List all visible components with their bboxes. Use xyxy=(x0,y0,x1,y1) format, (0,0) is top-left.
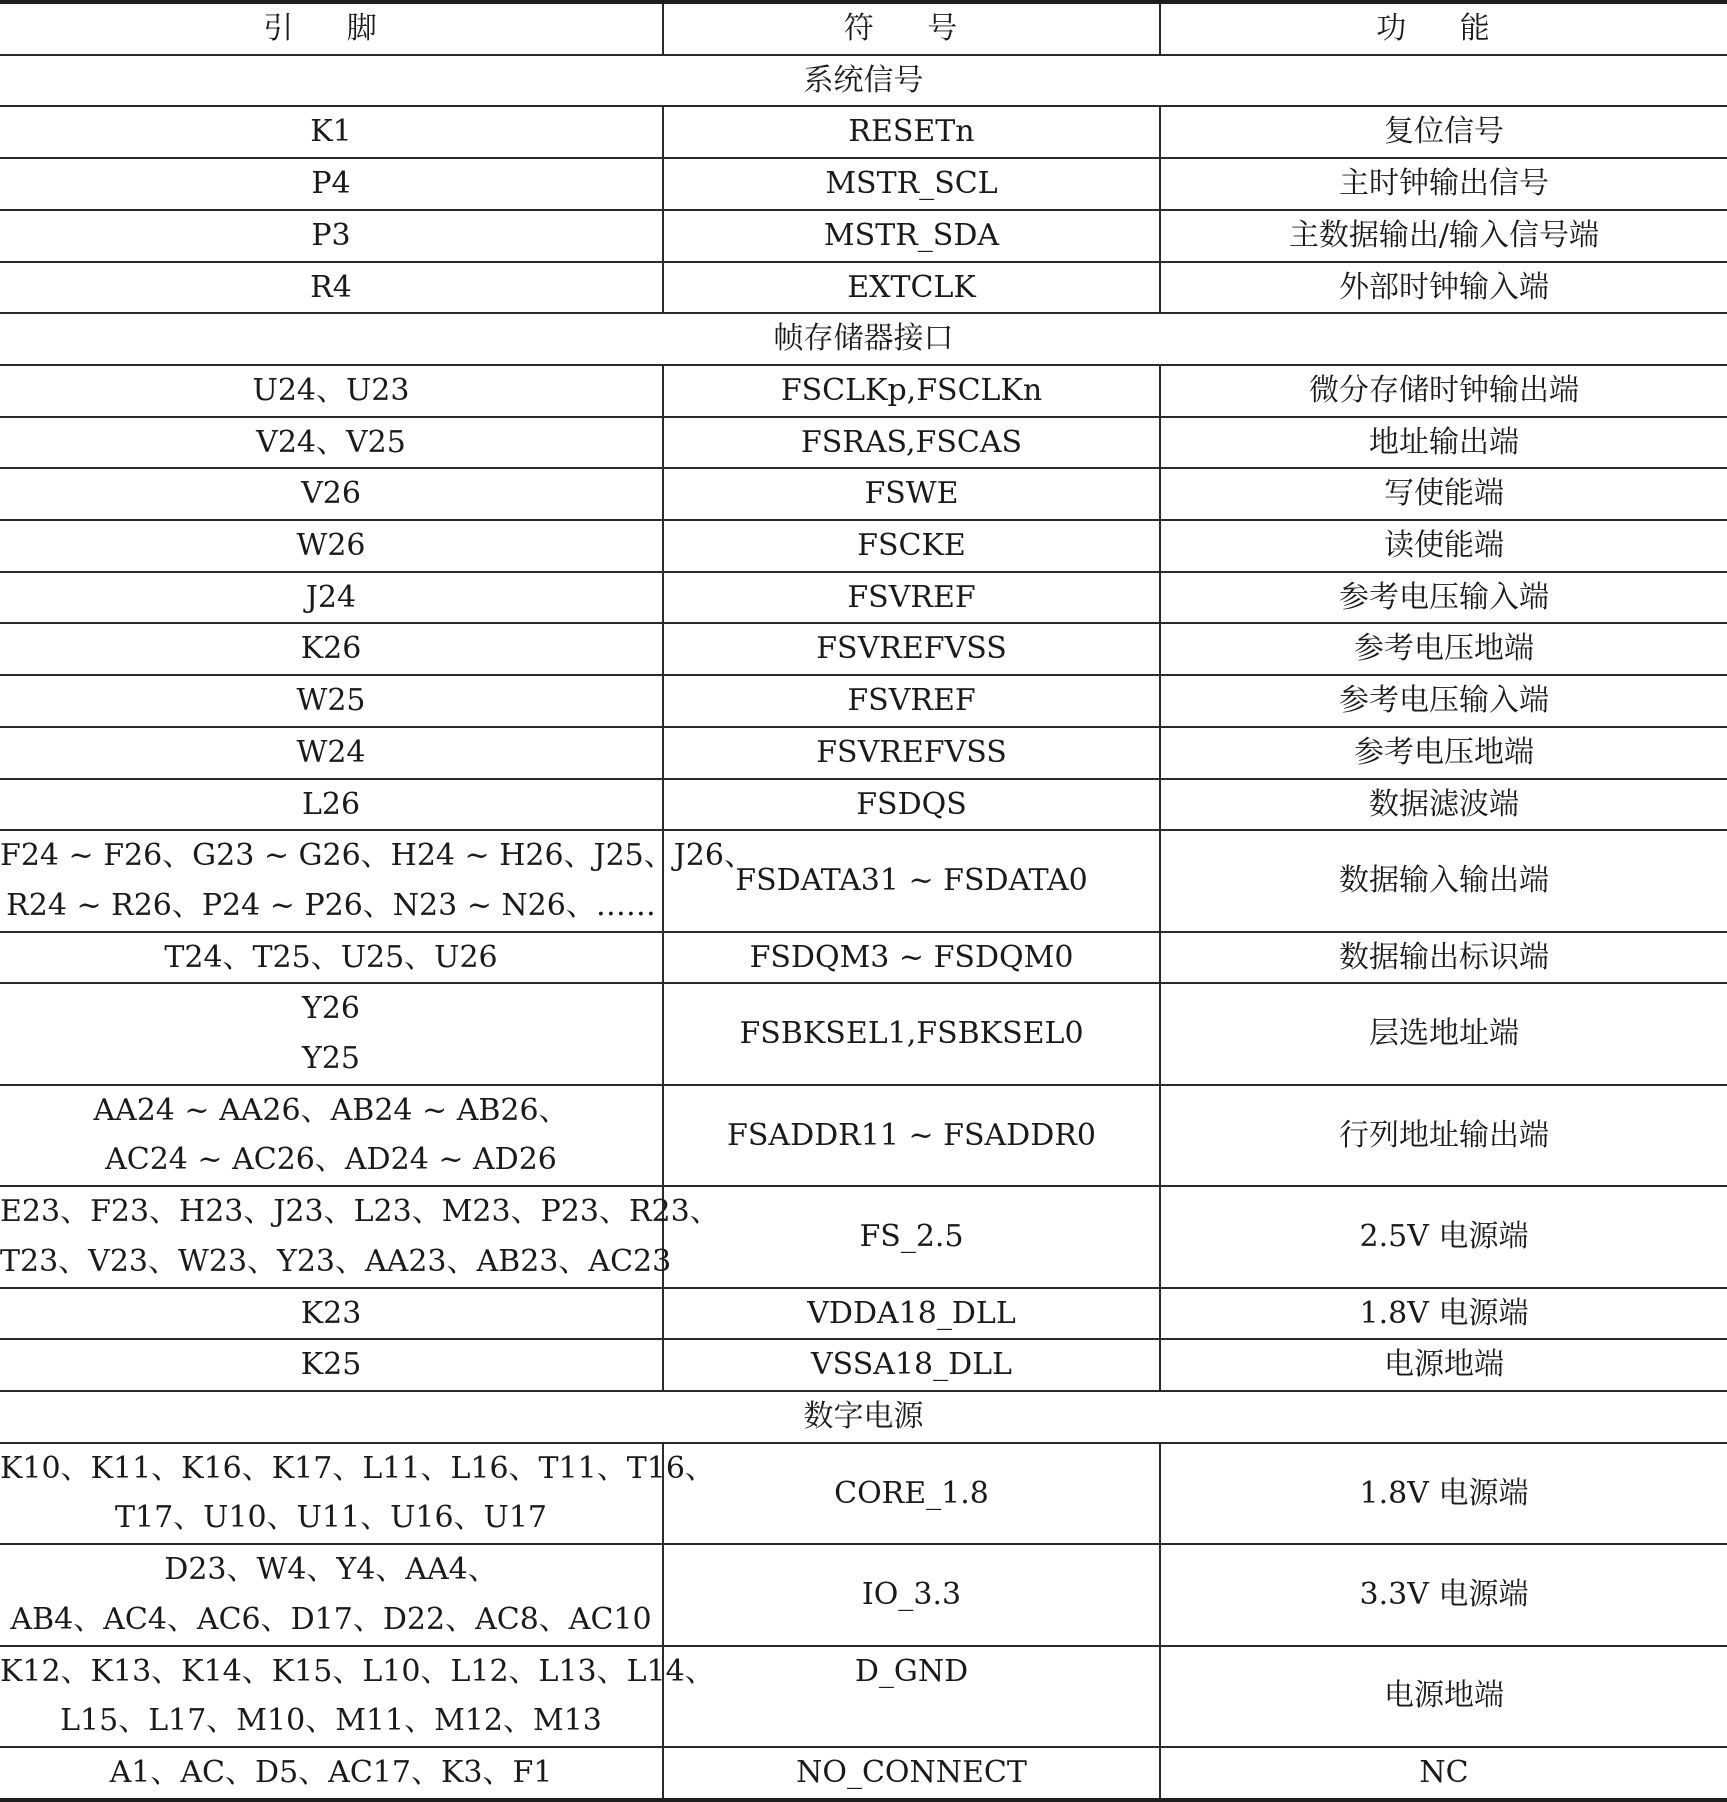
pin-line: F24 ~ F26、G23 ~ G26、H24 ~ H26、J25、J26、 xyxy=(0,838,754,874)
pin-line: AB4、AC4、AC6、D17、D22、AC8、AC10 xyxy=(10,1601,652,1637)
symbol-cell: FSDQM3 ~ FSDQM0 xyxy=(663,932,1160,984)
pin-cell xyxy=(0,1646,715,1747)
table-row xyxy=(0,365,1727,417)
pin-cell xyxy=(0,106,663,158)
symbol-cell: FSRAS,FSCAS xyxy=(663,417,1160,469)
section-row xyxy=(0,55,1727,107)
function-cell: 参考电压输入端 xyxy=(1160,572,1727,624)
pin-cell xyxy=(0,158,663,210)
pin-line: AC24 ~ AC26、AD24 ~ AD26 xyxy=(105,1142,557,1178)
function-cell: 微分存储时钟输出端 xyxy=(1160,365,1727,417)
table-row xyxy=(0,468,1727,520)
section-title: 数字电源 xyxy=(0,1391,1727,1443)
section-title: 系统信号 xyxy=(0,55,1727,107)
header-function: 功 能 xyxy=(1160,2,1727,55)
pin-line: P4 xyxy=(311,166,351,202)
table-body xyxy=(0,55,1727,1800)
function-cell: 1.8V 电源端 xyxy=(1160,1288,1727,1340)
pin-line: K26 xyxy=(300,631,362,667)
pin-line: Y26 xyxy=(302,991,360,1027)
pin-line: A1、AC、D5、AC17、K3、F1 xyxy=(109,1754,553,1790)
function-cell: 数据输入输出端 xyxy=(1160,830,1727,931)
header-symbol: 符 号 xyxy=(663,2,1160,55)
pin-cell xyxy=(0,1339,663,1391)
table-row xyxy=(0,932,1727,984)
pin-line: W26 xyxy=(296,528,366,564)
function-cell: 1.8V 电源端 xyxy=(1160,1443,1727,1544)
table-row xyxy=(0,779,1727,831)
function-cell: 地址输出端 xyxy=(1160,417,1727,469)
pin-line: T17、U10、U11、U16、U17 xyxy=(114,1500,547,1536)
function-cell: 电源地端 xyxy=(1160,1339,1727,1391)
pin-cell xyxy=(0,262,663,314)
pin-cell xyxy=(0,365,663,417)
pin-cell xyxy=(0,1747,663,1800)
function-cell: 数据输出标识端 xyxy=(1160,932,1727,984)
pin-cell xyxy=(0,830,754,931)
pin-line: V24、V25 xyxy=(256,424,406,460)
function-cell: 电源地端 xyxy=(1160,1646,1727,1747)
pin-line: Y25 xyxy=(302,1041,360,1077)
pin-line: D23、W4、Y4、AA4、 xyxy=(164,1552,498,1588)
section-row xyxy=(0,313,1727,365)
pin-line: V26 xyxy=(301,476,361,512)
pin-cell xyxy=(0,210,663,262)
table-row xyxy=(0,262,1727,314)
function-cell: 复位信号 xyxy=(1160,106,1727,158)
table-row xyxy=(0,520,1727,572)
function-cell: 3.3V 电源端 xyxy=(1160,1544,1727,1645)
pin-cell xyxy=(0,779,663,831)
pin-cell xyxy=(0,932,663,984)
pin-line: R24 ~ R26、P24 ~ P26、N23 ~ N26、…… xyxy=(6,887,656,923)
function-cell: 主数据输出/输入信号端 xyxy=(1160,210,1727,262)
symbol-cell: IO_3.3 xyxy=(663,1544,1160,1645)
function-cell: 主时钟输出信号 xyxy=(1160,158,1727,210)
symbol-cell: FSADDR11 ~ FSADDR0 xyxy=(663,1085,1160,1186)
pin-cell xyxy=(0,1186,720,1287)
symbol-cell: FSDATA31 ~ FSDATA0 xyxy=(663,830,1160,931)
pin-cell xyxy=(0,1085,663,1186)
header-row xyxy=(0,2,1727,55)
table-row xyxy=(0,830,1727,931)
table-row xyxy=(0,158,1727,210)
symbol-cell: FSVREFVSS xyxy=(663,727,1160,779)
pin-cell xyxy=(0,1544,663,1645)
table-row xyxy=(0,727,1727,779)
pin-line: T23、V23、W23、Y23、AA23、AB23、AC23 xyxy=(0,1243,672,1279)
pin-line: W25 xyxy=(296,683,366,719)
function-cell: 数据滤波端 xyxy=(1160,779,1727,831)
symbol-cell: MSTR_SCL xyxy=(663,158,1160,210)
pin-line: K12、K13、K14、K15、L10、L12、L13、L14、 xyxy=(0,1653,715,1689)
pin-cell xyxy=(0,417,663,469)
pin-line: U24、U23 xyxy=(252,372,410,408)
pin-line: P3 xyxy=(311,217,351,253)
symbol-cell: FSVREFVSS xyxy=(663,623,1160,675)
pin-cell xyxy=(0,572,663,624)
pin-line: K23 xyxy=(300,1295,362,1331)
pin-line: AA24 ~ AA26、AB24 ~ AB26、 xyxy=(93,1092,569,1128)
symbol-cell: D_GND xyxy=(663,1646,1160,1747)
table-row xyxy=(0,675,1727,727)
function-cell: 层选地址端 xyxy=(1160,983,1727,1084)
function-cell: 外部时钟输入端 xyxy=(1160,262,1727,314)
pin-cell xyxy=(0,727,663,779)
pin-line: R4 xyxy=(310,269,352,305)
symbol-cell: MSTR_SDA xyxy=(663,210,1160,262)
pin-cell xyxy=(0,1443,715,1544)
pin-line: E23、F23、H23、J23、L23、M23、P23、R23、 xyxy=(0,1194,720,1230)
pin-cell xyxy=(0,983,663,1084)
function-cell: 写使能端 xyxy=(1160,468,1727,520)
table-row xyxy=(0,572,1727,624)
section-title: 帧存储器接口 xyxy=(0,313,1727,365)
function-cell: 2.5V 电源端 xyxy=(1160,1186,1727,1287)
table-row xyxy=(0,1339,1727,1391)
pin-line: K1 xyxy=(310,114,352,150)
function-cell: 读使能端 xyxy=(1160,520,1727,572)
symbol-cell: CORE_1.8 xyxy=(663,1443,1160,1544)
symbol-cell: VSSA18_DLL xyxy=(663,1339,1160,1391)
table-row xyxy=(0,1443,1727,1544)
table-row xyxy=(0,1646,1727,1747)
table-row xyxy=(0,983,1727,1084)
table-row xyxy=(0,1288,1727,1340)
symbol-cell: FSVREF xyxy=(663,675,1160,727)
pin-line: L26 xyxy=(301,786,361,822)
pin-line: K10、K11、K16、K17、L11、L16、T11、T16、 xyxy=(0,1450,715,1486)
symbol-cell: VDDA18_DLL xyxy=(663,1288,1160,1340)
symbol-cell: EXTCLK xyxy=(663,262,1160,314)
pin-line: L15、L17、M10、M11、M12、M13 xyxy=(60,1703,602,1739)
pin-cell xyxy=(0,623,663,675)
symbol-cell: RESETn xyxy=(663,106,1160,158)
function-cell: NC xyxy=(1160,1747,1727,1800)
function-cell: 参考电压输入端 xyxy=(1160,675,1727,727)
section-row xyxy=(0,1391,1727,1443)
table-row xyxy=(0,106,1727,158)
pin-cell xyxy=(0,1288,663,1340)
table-row xyxy=(0,210,1727,262)
pin-cell xyxy=(0,468,663,520)
table-row xyxy=(0,1544,1727,1645)
symbol-cell: FSDQS xyxy=(663,779,1160,831)
table-row xyxy=(0,623,1727,675)
symbol-cell: FSWE xyxy=(663,468,1160,520)
pin-line: T24、T25、U25、U26 xyxy=(164,939,498,975)
function-cell: 参考电压地端 xyxy=(1160,623,1727,675)
function-cell: 行列地址输出端 xyxy=(1160,1085,1727,1186)
symbol-cell: NO_CONNECT xyxy=(663,1747,1160,1800)
table-row xyxy=(0,1085,1727,1186)
table-row xyxy=(0,1747,1727,1800)
symbol-cell: FSCKE xyxy=(663,520,1160,572)
symbol-cell: FSCLKp,FSCLKn xyxy=(663,365,1160,417)
header-pin: 引 脚 xyxy=(0,2,663,55)
symbol-cell: FS_2.5 xyxy=(663,1186,1160,1287)
symbol-cell: FSBKSEL1,FSBKSEL0 xyxy=(663,983,1160,1084)
pin-cell xyxy=(0,675,663,727)
pin-line: J24 xyxy=(305,579,357,615)
function-cell: 参考电压地端 xyxy=(1160,727,1727,779)
symbol-cell: FSVREF xyxy=(663,572,1160,624)
pin-line: W24 xyxy=(296,734,366,770)
table-row xyxy=(0,417,1727,469)
pin-line: K25 xyxy=(300,1347,362,1383)
pin-cell xyxy=(0,520,663,572)
table-row xyxy=(0,1186,1727,1287)
